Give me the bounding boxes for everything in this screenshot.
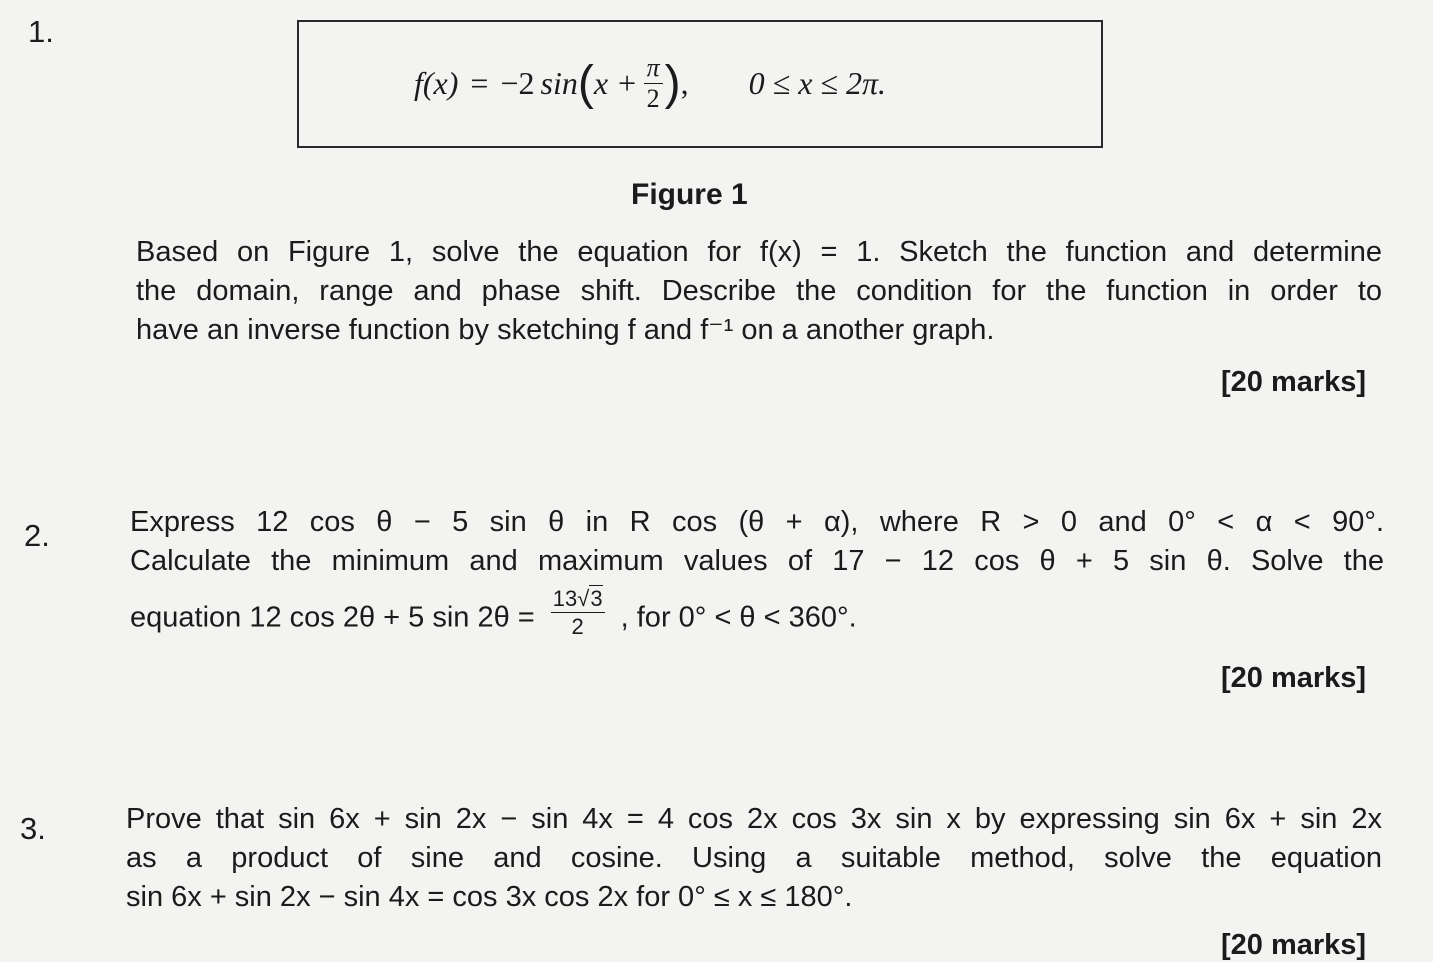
q3-line: Prove that sin 6x + sin 2x − sin 4x = 4 cos 2x cos 3x sin x by expressing sin 6x + sin 2x xyxy=(126,803,1382,835)
question-1-text xyxy=(136,233,1382,350)
function-formula xyxy=(414,55,886,112)
q2-line: Calculate the minimum and maximum values of 17 − 12 cos θ + 5 sin θ. Solve the xyxy=(130,545,1384,577)
frac-numerator: 13√3 xyxy=(552,586,603,611)
q2-equation-pre: equation 12 cos 2θ + 5 sin 2θ = xyxy=(130,601,535,634)
formula-coefficient: −2 xyxy=(500,65,535,101)
formula-domain: 0 ≤ x ≤ 2π. xyxy=(748,65,886,101)
question-number-1: 1. xyxy=(28,14,54,49)
question-number-2: 2. xyxy=(24,518,50,553)
formula-function: sin xyxy=(540,65,578,101)
pi-over-two xyxy=(644,55,663,112)
formula-x: x + xyxy=(593,65,638,101)
q3-line: as a product of sine and cosine. Using a suitable method, solve the equation xyxy=(126,842,1382,874)
question-number-3: 3. xyxy=(20,811,46,846)
q1-line: Based on Figure 1, solve the equation for f(x) = 1. Sketch the function and determine xyxy=(136,236,1382,268)
formula-equals: = xyxy=(470,65,489,101)
thirteen-root-three-over-two xyxy=(551,588,605,638)
question-2-marks: [20 marks] xyxy=(1221,662,1367,694)
q1-line: have an inverse function by sketching f and f⁻¹ on a another graph. xyxy=(136,314,995,346)
question-3-text xyxy=(126,800,1382,917)
figure-caption: Figure 1 xyxy=(631,178,748,211)
question-2-text xyxy=(130,503,1384,581)
q1-line: the domain, range and phase shift. Describe the condition for the function in order to xyxy=(136,275,1382,307)
question-1-marks: [20 marks] xyxy=(1221,366,1367,398)
q2-equation-line xyxy=(130,586,1130,644)
q3-line: sin 6x + sin 2x − sin 4x = cos 3x cos 2x for 0° ≤ x ≤ 180°. xyxy=(126,881,853,913)
q2-line: Express 12 cos θ − 5 sin θ in R cos (θ + α), where R > 0 and 0° < α < 90°. xyxy=(130,506,1384,538)
formula-comma: , xyxy=(680,65,689,101)
q2-equation-post: , for 0° < θ < 360°. xyxy=(620,601,857,634)
frac-numerator: π xyxy=(644,55,663,84)
formula-box xyxy=(297,20,1103,148)
close-paren: ) xyxy=(664,56,681,110)
frac-denominator: 2 xyxy=(571,614,584,639)
question-3-marks: [20 marks] xyxy=(1221,929,1367,961)
formula-lhs: f(x) xyxy=(414,65,459,101)
open-paren: ( xyxy=(577,56,594,110)
frac-denominator: 2 xyxy=(646,84,660,113)
